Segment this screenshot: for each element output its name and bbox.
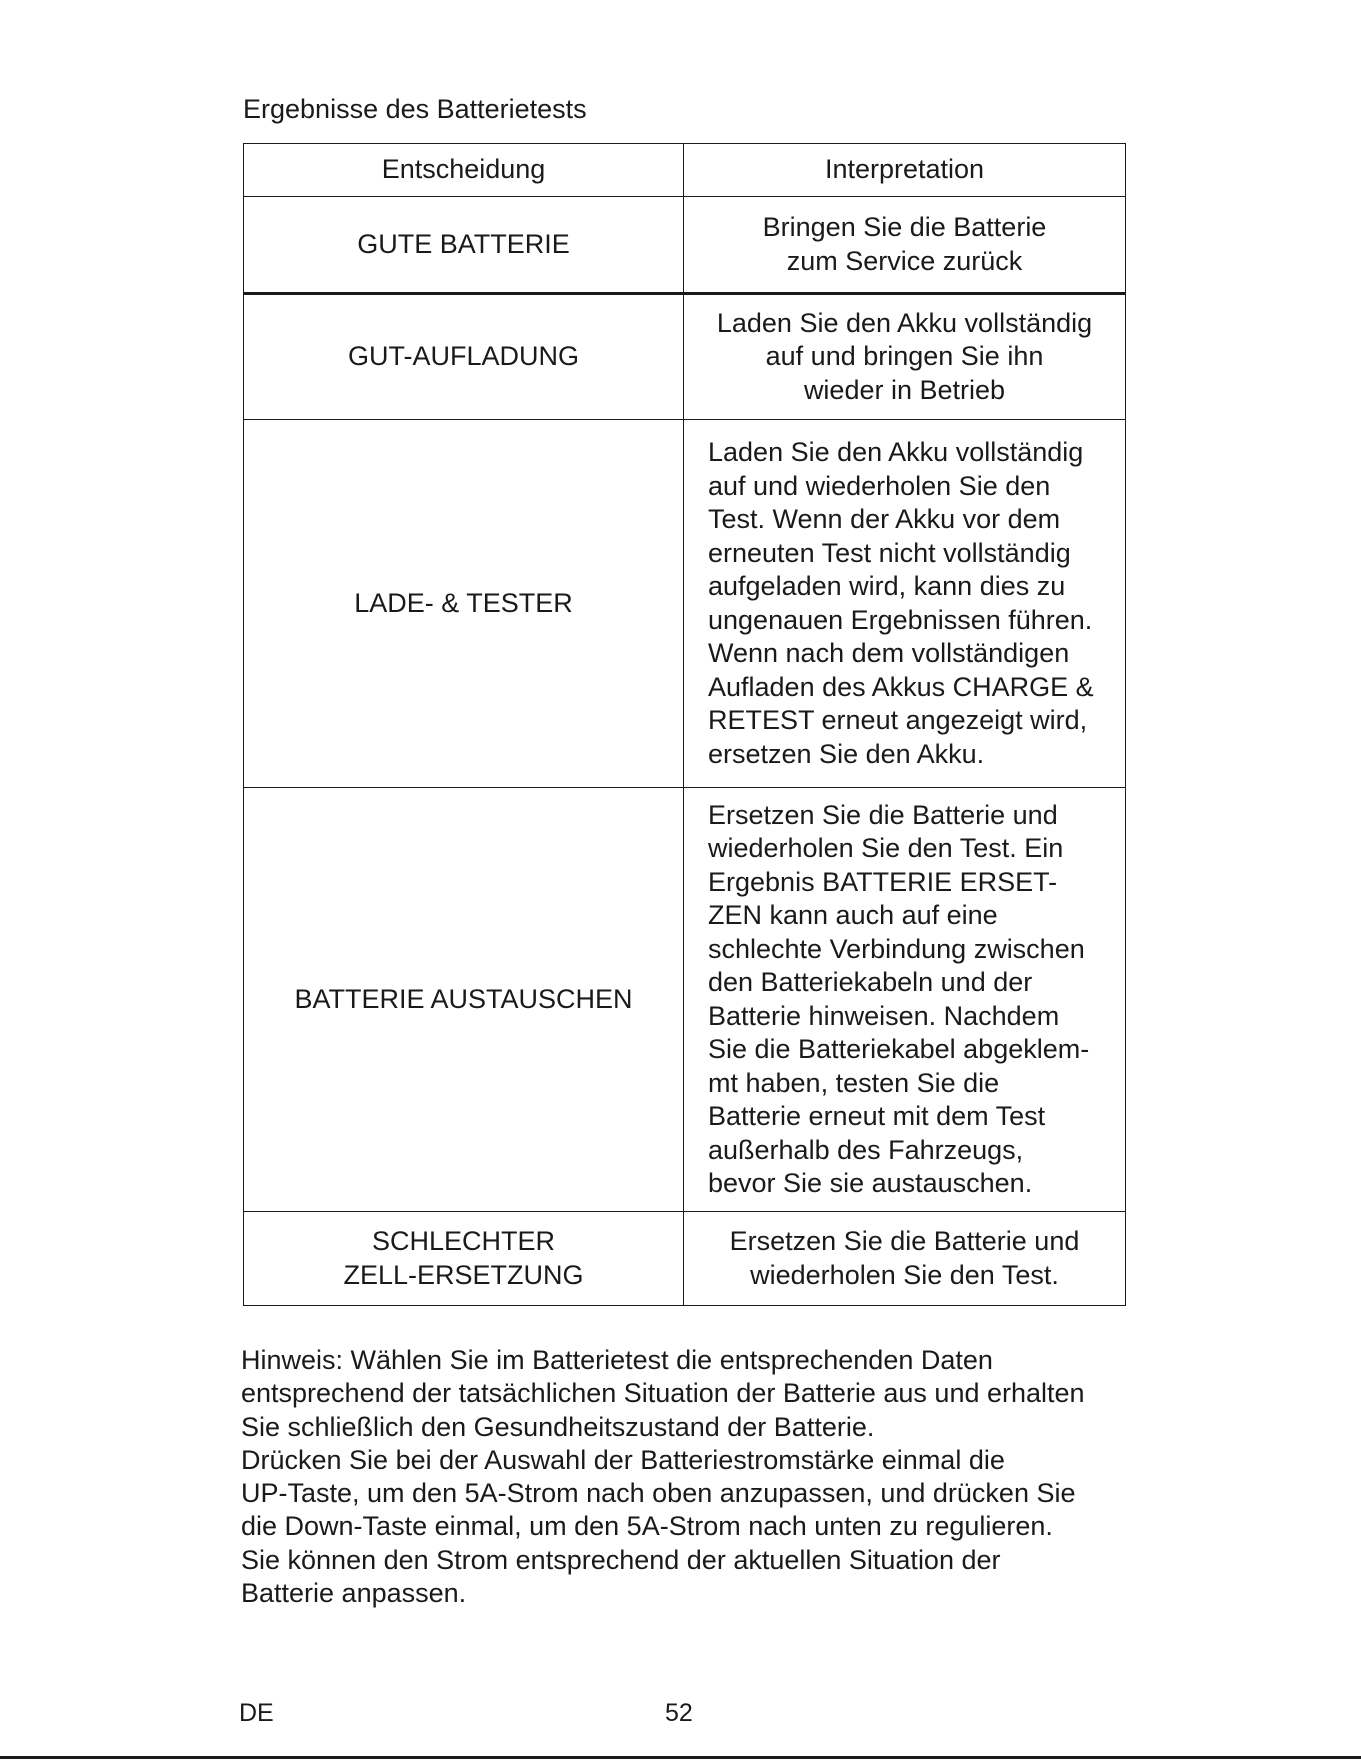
decision-cell: LADE- & TESTER [244,420,684,788]
table-header-row [244,144,1126,197]
page-number: 52 [665,1699,693,1727]
table-row [244,788,1126,1212]
decision-cell: BATTERIE AUSTAUSCHEN [244,788,684,1212]
battery-test-results-table [243,143,1126,1306]
interpretation-cell: Ersetzen Sie die Batterie und wiederholen Sie den Test. Ein Ergebnis BATTERIE ERSET- ZEN kann auch auf eine schlechte Verbindung zwischen den Batteriekabeln und der Batterie hinweisen. Nachdem Sie die Batteriekabel abgeklem- mt haben, testen Sie die Batterie erneut mit dem Test außerhalb des Fahrzeugs, bevor Sie sie austauschen. [684,788,1126,1212]
decision-cell: GUT-AUFLADUNG [244,294,684,420]
table-row [244,420,1126,788]
column-header-decision: Entscheidung [244,144,684,197]
table-row [244,294,1126,420]
interpretation-cell: Ersetzen Sie die Batterie und wiederholen Sie den Test. [684,1212,1126,1306]
page-title: Ergebnisse des Batterietests [243,94,587,124]
decision-cell: SCHLECHTER ZELL-ERSETZUNG [244,1212,684,1306]
column-header-interpretation: Interpretation [684,144,1126,197]
table-row [244,197,1126,294]
interpretation-cell: Laden Sie den Akku vollständig auf und wiederholen Sie den Test. Wenn der Akku vor dem erneuten Test nicht vollständig aufgeladen wird, kann dies zu ungenauen Ergebnissen führen. Wenn nach dem vollständigen Aufladen des Akkus CHARGE & RETEST erneut angezeigt wird, ersetzen Sie den Akku. [684,420,1126,788]
footer-language-code: DE [239,1699,274,1727]
interpretation-cell: Bringen Sie die Batterie zum Service zurück [684,197,1126,294]
interpretation-cell: Laden Sie den Akku vollständig auf und bringen Sie ihn wieder in Betrieb [684,294,1126,420]
decision-cell: GUTE BATTERIE [244,197,684,294]
note-paragraph: Hinweis: Wählen Sie im Batterietest die entsprechenden Daten entsprechend der tatsächlichen Situation der Batterie aus und erhalten Sie schließlich den Gesundheitszustand der Batterie. Drücken Sie bei der Auswahl der Batteriestromstärke einmal die UP-Taste, um den 5A-Strom nach oben anzupassen, und drücken Sie die Down-Taste einmal, um den 5A-Strom nach unten zu regulieren. Sie können den Strom entsprechend der aktuellen Situation der Batterie anpassen. [241,1345,1085,1609]
bottom-divider [0,1756,1361,1759]
table-row [244,1212,1126,1306]
